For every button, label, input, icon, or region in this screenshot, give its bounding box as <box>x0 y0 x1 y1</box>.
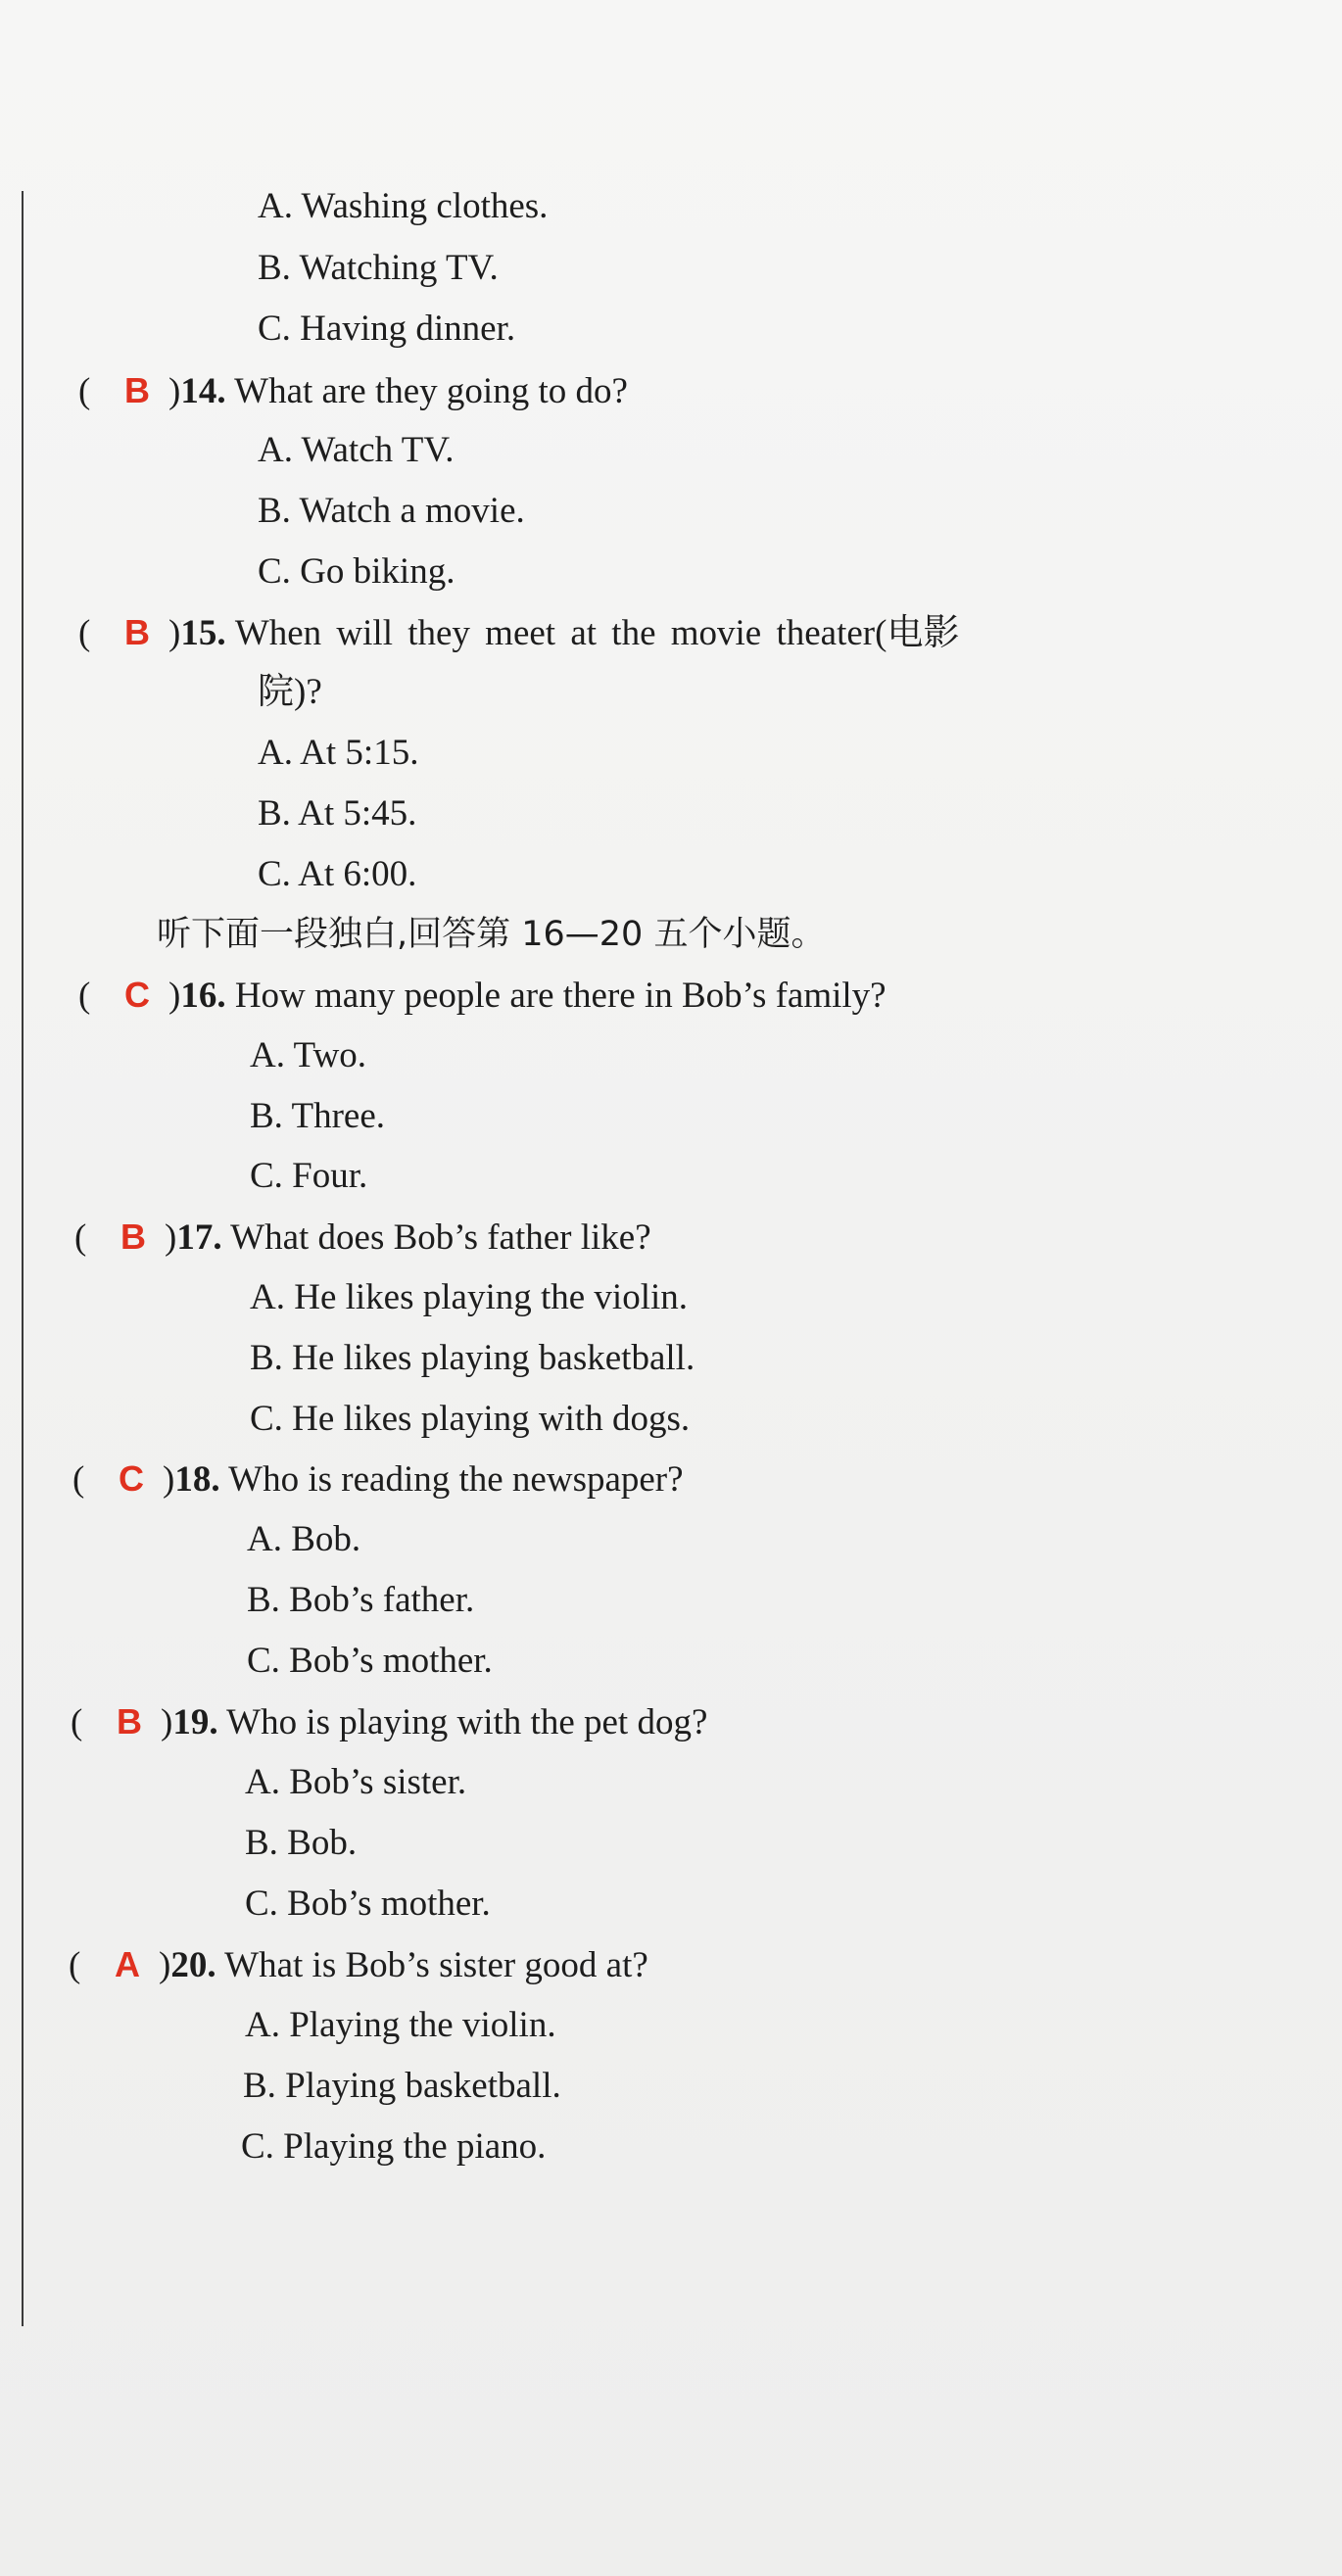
q17-option-a: A. He likes playing the violin. <box>250 1277 689 1317</box>
question-text: How many people are there in Bob’s family? <box>234 976 887 1016</box>
q19-option-c: C. Bob’s mother. <box>245 1884 491 1924</box>
paren-open: ( <box>72 1459 85 1500</box>
q19-option-a: A. Bob’s sister. <box>245 1762 467 1802</box>
paren-open: ( <box>74 1217 87 1258</box>
q16-option-c: C. Four. <box>250 1156 368 1196</box>
answer-mark: B <box>124 612 150 652</box>
q13-option-a: A. Washing clothes. <box>258 186 549 226</box>
q15-option-b: B. At 5:45. <box>258 793 417 834</box>
question-text: What does Bob’s father like? <box>230 1217 651 1258</box>
answer-mark: A <box>115 1944 140 1984</box>
question-number: 17. <box>176 1217 222 1258</box>
q13-option-b: B. Watching TV. <box>258 248 499 288</box>
q18-option-b: B. Bob’s father. <box>247 1580 475 1620</box>
paren-close: ) <box>168 613 181 653</box>
paren-close: ) <box>161 1702 173 1742</box>
question-15-continued: 院)? <box>258 672 322 712</box>
question-19 <box>71 1699 707 1745</box>
q17-option-c: C. He likes playing with dogs. <box>250 1399 691 1439</box>
question-17 <box>74 1215 651 1261</box>
q14-option-a: A. Watch TV. <box>258 430 455 470</box>
question-16 <box>78 973 887 1019</box>
question-number: 19. <box>172 1702 218 1742</box>
q17-option-b: B. He likes playing basketball. <box>250 1338 695 1378</box>
answer-mark: B <box>117 1701 142 1741</box>
question-number: 20. <box>170 1945 216 1985</box>
question-text: Who is reading the newspaper? <box>228 1459 684 1500</box>
question-text: What is Bob’s sister good at? <box>224 1945 648 1985</box>
q16-option-b: B. Three. <box>250 1096 386 1136</box>
question-14 <box>78 368 628 414</box>
answer-mark: C <box>124 975 150 1015</box>
question-number: 16. <box>180 976 226 1016</box>
q20-option-b: B. Playing basketball. <box>243 2066 561 2106</box>
question-text: What are they going to do? <box>234 371 628 411</box>
paren-close: ) <box>168 976 181 1016</box>
paren-open: ( <box>78 613 91 653</box>
question-15 <box>78 610 959 656</box>
q19-option-b: B. Bob. <box>245 1823 358 1863</box>
paren-open: ( <box>78 371 91 411</box>
paren-close: ) <box>168 371 181 411</box>
q16-option-a: A. Two. <box>250 1035 367 1075</box>
margin-rule <box>22 191 24 2326</box>
paren-open: ( <box>71 1702 83 1742</box>
section-instruction: 听下面一段独白,回答第 16—20 五个小题。 <box>157 915 826 954</box>
answer-mark: B <box>124 370 150 410</box>
question-number: 14. <box>180 371 226 411</box>
q15-option-c: C. At 6:00. <box>258 854 417 894</box>
q14-option-b: B. Watch a movie. <box>258 491 525 531</box>
paren-close: ) <box>163 1459 175 1500</box>
q20-option-a: A. Playing the violin. <box>245 2005 556 2045</box>
answer-mark: B <box>120 1216 146 1257</box>
q18-option-c: C. Bob’s mother. <box>247 1641 493 1681</box>
q14-option-c: C. Go biking. <box>258 551 455 592</box>
q18-option-a: A. Bob. <box>247 1519 361 1559</box>
question-text: Who is playing with the pet dog? <box>226 1702 708 1742</box>
paren-open: ( <box>78 976 91 1016</box>
question-number: 18. <box>174 1459 220 1500</box>
q13-option-c: C. Having dinner. <box>258 309 516 349</box>
question-number: 15. <box>180 613 226 653</box>
question-text: When will they meet at the movie theater(电影 <box>234 613 960 653</box>
paren-close: ) <box>165 1217 177 1258</box>
answer-mark: C <box>119 1458 144 1499</box>
q15-option-a: A. At 5:15. <box>258 733 419 773</box>
question-18 <box>72 1456 684 1503</box>
paren-close: ) <box>159 1945 171 1985</box>
question-20 <box>69 1942 648 1988</box>
q20-option-c: C. Playing the piano. <box>241 2126 547 2167</box>
paren-open: ( <box>69 1945 81 1985</box>
